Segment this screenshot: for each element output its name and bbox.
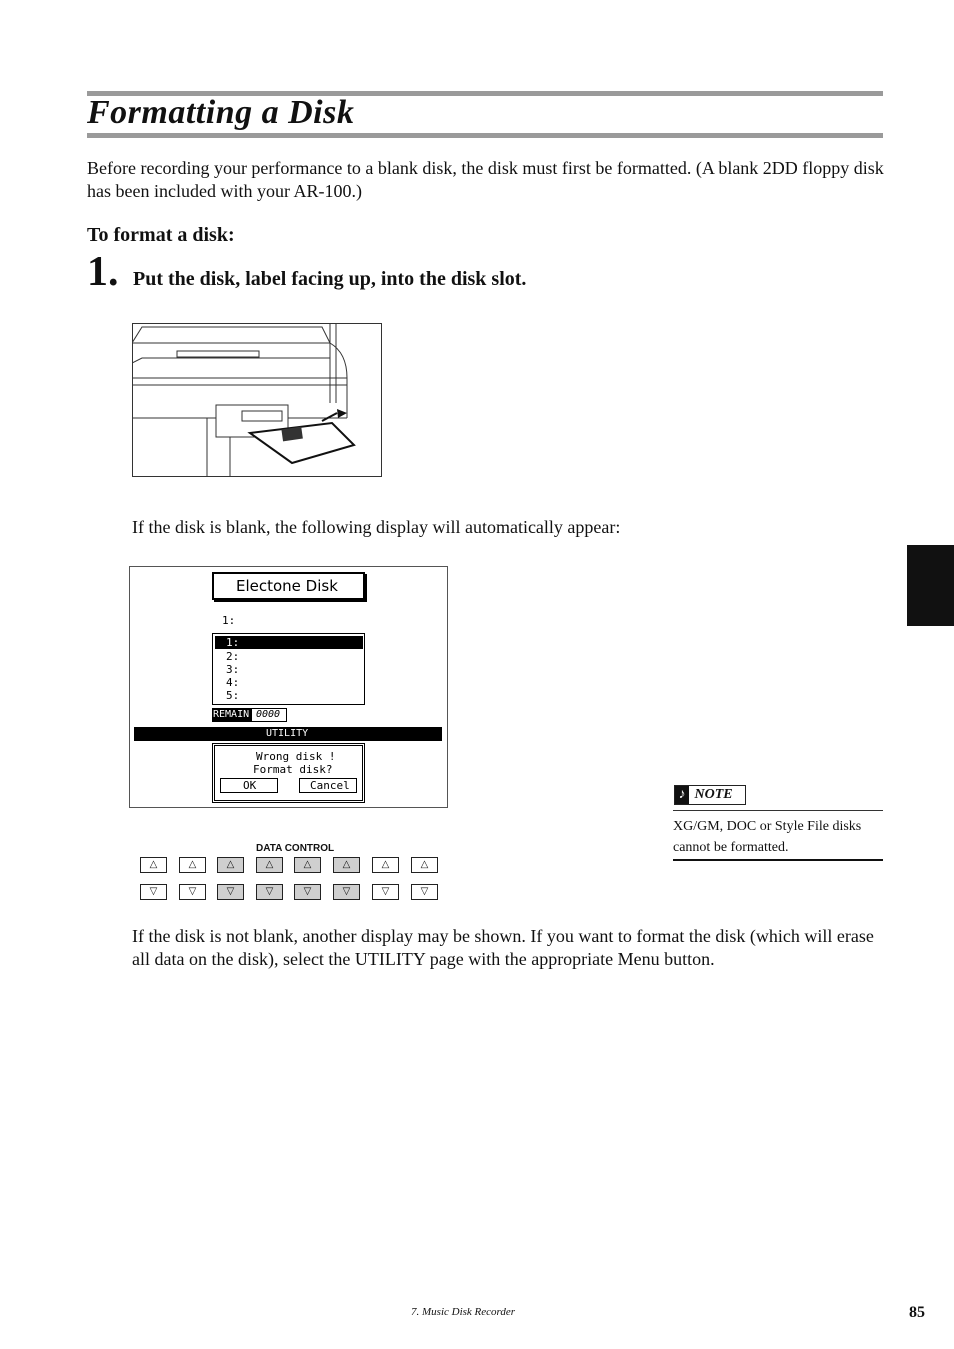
note-rule-top [673,810,883,811]
lcd-display [129,566,448,808]
data-control-up-button[interactable]: △ [140,857,167,873]
data-control-up-button[interactable]: △ [372,857,399,873]
lcd-list-item[interactable]: 4: [226,676,240,689]
data-control-label: DATA CONTROL [256,843,335,854]
lcd-list-item[interactable]: 2: [226,650,240,663]
lcd-page-label: UTILITY [266,728,309,739]
lcd-header: Electone Disk [236,577,338,595]
subheading: To format a disk: [87,224,235,246]
data-control-up-button[interactable]: △ [217,857,244,873]
data-control-down-button[interactable]: ▽ [179,884,206,900]
note-icon: ♪ [675,786,689,804]
data-control-down-button[interactable]: ▽ [217,884,244,900]
data-control-down-button[interactable]: ▽ [140,884,167,900]
lcd-current: 1: [222,614,236,627]
data-control-up-button[interactable]: △ [179,857,206,873]
data-control-down-button[interactable]: ▽ [411,884,438,900]
footer-chapter: 7. Music Disk Recorder [411,1306,516,1318]
step-text: Put the disk, label facing up, into the disk slot. [133,268,527,290]
data-control-down-button[interactable]: ▽ [372,884,399,900]
note-rule-bottom [673,859,883,861]
step-number: 1. [87,249,119,295]
lcd-remain-value: 0000 [256,709,281,720]
data-control-down-button[interactable]: ▽ [294,884,321,900]
chapter-side-tab [907,545,954,626]
lcd-remain-label: REMAIN [213,709,250,720]
note-text: XG/GM, DOC or Style File disks cannot be formatted. [673,819,862,855]
lcd-list-item[interactable]: 3: [226,663,240,676]
outro-paragraph: If the disk is not blank, another display may be shown. If you want to format the disk (which will erase all data on the disk), select the UTILITY page with the appropriate Menu button. [132,926,874,969]
note-badge [674,785,746,805]
data-control-up-button[interactable]: △ [256,857,283,873]
page-title: Formatting a Disk [87,94,355,131]
lcd-list-item[interactable]: 1: [226,636,240,649]
intro-paragraph: Before recording your performance to a blank disk, the disk must first be formatted. (A blank 2DD floppy disk has been included with your AR-100.) [87,158,884,201]
note-badge-label: NOTE [694,787,733,802]
lcd-list-item[interactable]: 5: [226,689,240,702]
page-number: 85 [909,1304,925,1321]
auto-display-text: If the disk is blank, the following display will automatically appear: [132,517,621,537]
data-control-down-button[interactable]: ▽ [333,884,360,900]
disk-insert-illustration [132,323,382,477]
lcd-dialog-line1: Wrong disk ! [256,750,336,763]
data-control-up-button[interactable]: △ [294,857,321,873]
data-control-up-button[interactable]: △ [333,857,360,873]
lcd-cancel-label: Cancel [310,779,350,792]
data-control-down-button[interactable]: ▽ [256,884,283,900]
title-rule-bottom [87,133,883,138]
lcd-dialog-line2: Format disk? [253,763,333,776]
lcd-ok-label: OK [243,779,257,792]
data-control-up-button[interactable]: △ [411,857,438,873]
